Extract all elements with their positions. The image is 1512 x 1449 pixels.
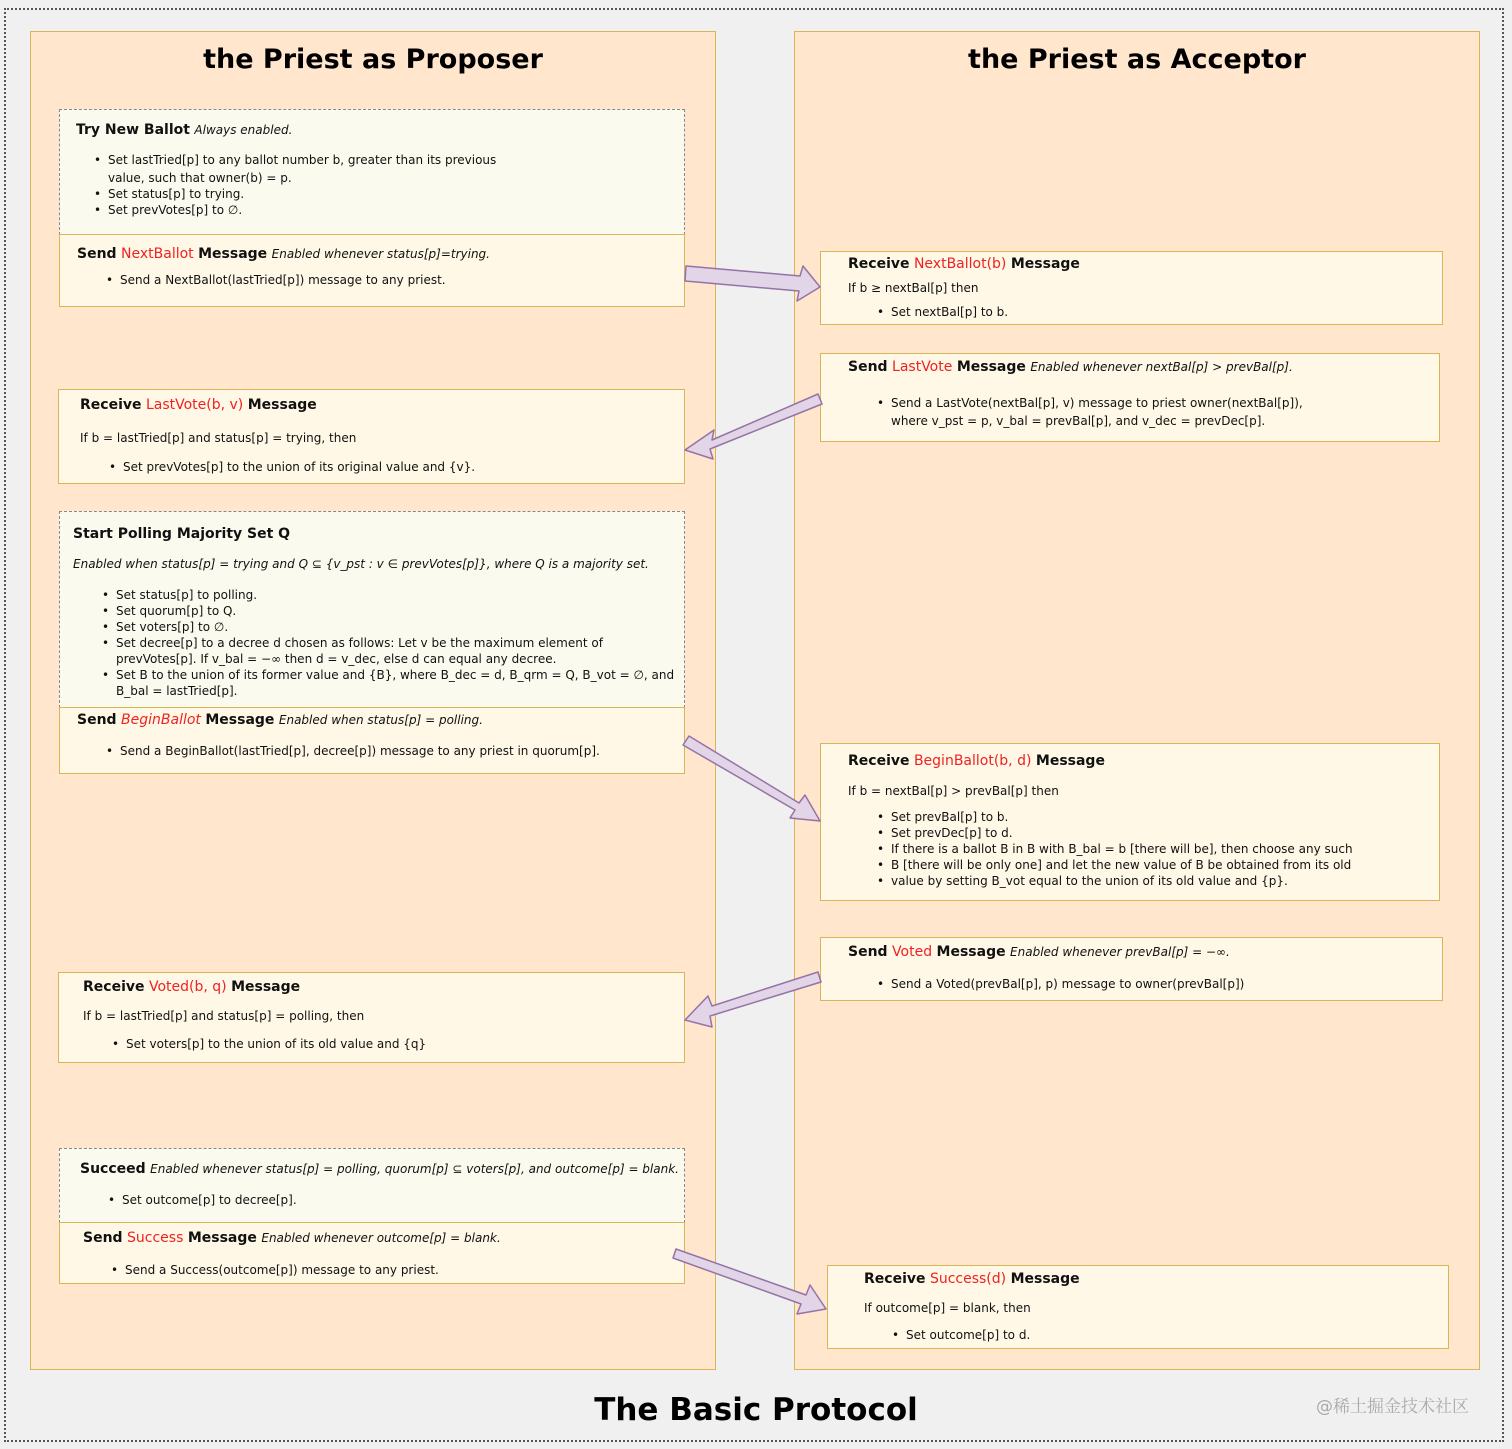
- list-item: • Set outcome[p] to decree[p].: [108, 1192, 297, 1208]
- list-item: • Set prevBal[p] to b.: [877, 809, 1353, 825]
- lastvote-msg-name: LastVote(b, v): [145, 397, 244, 413]
- list-item: • Set prevVotes[p] to the union of its original value and {v}.: [109, 459, 475, 475]
- list-item-cont: B_bal = lastTried[p].: [116, 684, 238, 698]
- acceptor-title: the Priest as Acceptor: [968, 44, 1306, 75]
- condition-line: If b = nextBal[p] > prevBal[p] then: [848, 784, 1059, 798]
- message-label: Message: [205, 712, 275, 728]
- arrow-beginballot: [683, 736, 820, 821]
- list-item: • Set lastTried[p] to any ballot number b, greater than its previous: [94, 152, 496, 168]
- succeed-cond: Enabled whenever status[p] = polling, quorum[p] ⊆ voters[p], and outcome[p] = blank.: [150, 1162, 679, 1176]
- message-label: Message: [1010, 1271, 1080, 1287]
- message-label: Message: [187, 1230, 257, 1246]
- list-item: • Set voters[p] to ∅.: [102, 619, 674, 635]
- message-label: Message: [956, 359, 1026, 375]
- lastvote-msg-name: LastVote: [892, 359, 953, 375]
- voted-msg-name: Voted: [892, 944, 933, 960]
- list-item: • Send a LastVote(nextBal[p], v) message to priest owner(nextBal[p]),: [877, 395, 1303, 411]
- list-item: • If there is a ballot B in B with B_bal = b [there will be], then choose any such: [877, 841, 1353, 857]
- nextballot-msg-name: NextBallot(b): [913, 256, 1007, 272]
- send-lastvote-cond: Enabled whenever nextBal[p] > prevBal[p].: [1030, 360, 1293, 374]
- list-item: • Set voters[p] to the union of its old value and {q}: [112, 1036, 426, 1052]
- send-label: Send: [77, 712, 117, 728]
- arrow-lastvote: [685, 394, 822, 459]
- list-item: • Set decree[p] to a decree d chosen as follows: Let v be the maximum element of: [102, 635, 674, 651]
- list-item: • Set outcome[p] to d.: [892, 1327, 1030, 1343]
- send-beginballot-cond: Enabled when status[p] = polling.: [278, 713, 483, 727]
- list-item: • Set prevVotes[p] to ∅.: [94, 202, 496, 218]
- condition-line: If b = lastTried[p] and status[p] = polling, then: [83, 1009, 365, 1023]
- list-item: • value by setting B_vot equal to the union of its old value and {p}.: [877, 873, 1353, 889]
- list-item: • Send a Success(outcome[p]) message to any priest.: [111, 1262, 439, 1278]
- beginballot-msg-name: BeginBallot: [121, 712, 201, 728]
- receive-label: Receive: [848, 256, 910, 272]
- nextballot-msg-name: NextBallot: [121, 246, 194, 262]
- receive-label: Receive: [83, 979, 145, 995]
- list-item: • Set status[p] to trying.: [94, 186, 496, 202]
- condition-line: If b = lastTried[p] and status[p] = trying, then: [80, 431, 357, 445]
- message-label: Message: [247, 397, 317, 413]
- send-label: Send: [848, 359, 888, 375]
- beginballot-msg-name: BeginBallot(b, d): [913, 753, 1032, 769]
- main-title: The Basic Protocol: [594, 1392, 918, 1428]
- list-item: • Send a NextBallot(lastTried[p]) message to any priest.: [106, 272, 446, 288]
- list-item: • Send a BeginBallot(lastTried[p], decree[p]) message to any priest in quorum[p].: [106, 743, 600, 759]
- start-polling-cond: Enabled when status[p] = trying and Q ⊆ {v_pst : v ∈ prevVotes[p]}, where Q is a majority set.: [73, 557, 649, 571]
- list-item: • Set nextBal[p] to b.: [877, 304, 1008, 320]
- proposer-title: the Priest as Proposer: [203, 44, 543, 75]
- message-label: Message: [1010, 256, 1080, 272]
- list-item-cont: where v_pst = p, v_bal = prevBal[p], and v_dec = prevDec[p].: [891, 414, 1266, 428]
- try-new-ballot-name: Try New Ballot: [76, 122, 190, 138]
- message-label: Message: [1035, 753, 1105, 769]
- arrow-nextballot: [685, 266, 820, 301]
- voted-msg-name: Voted(b, q): [148, 979, 227, 995]
- watermark: @稀土掘金技术社区: [1316, 1397, 1469, 1417]
- success-msg-name: Success(d): [929, 1271, 1007, 1287]
- list-item: • Send a Voted(prevBal[p], p) message to owner(prevBal[p]): [877, 976, 1244, 992]
- send-success-cond: Enabled whenever outcome[p] = blank.: [261, 1231, 501, 1245]
- list-item: • Set B to the union of its former value and {B}, where B_dec = d, B_qrm = Q, B_vot = ∅, and: [102, 667, 674, 683]
- list-item: • Set quorum[p] to Q.: [102, 603, 674, 619]
- message-label: Message: [936, 944, 1006, 960]
- message-label: Message: [231, 979, 301, 995]
- list-item: • B [there will be only one] and let the new value of B be obtained from its old: [877, 857, 1353, 873]
- send-label: Send: [83, 1230, 123, 1246]
- arrow-success: [673, 1249, 826, 1314]
- send-nextballot-cond: Enabled whenever status[p]=trying.: [271, 247, 490, 261]
- send-label: Send: [848, 944, 888, 960]
- arrow-voted: [685, 972, 821, 1027]
- send-voted-cond: Enabled whenever prevBal[p] = −∞.: [1010, 945, 1230, 959]
- start-polling-name: Start Polling Majority Set Q: [73, 526, 291, 542]
- list-item-cont: prevVotes[p]. If v_bal = −∞ then d = v_dec, else d can equal any decree.: [116, 652, 557, 666]
- success-msg-name: Success: [127, 1230, 184, 1246]
- succeed-name: Succeed: [80, 1161, 146, 1177]
- condition-line: If outcome[p] = blank, then: [864, 1301, 1031, 1315]
- receive-label: Receive: [80, 397, 142, 413]
- list-item: • Set prevDec[p] to d.: [877, 825, 1353, 841]
- list-item: • Set status[p] to polling.: [102, 587, 674, 603]
- try-new-ballot-cond: Always enabled.: [194, 123, 293, 137]
- receive-label: Receive: [848, 753, 910, 769]
- receive-label: Receive: [864, 1271, 926, 1287]
- list-item-cont: value, such that owner(b) = p.: [108, 171, 292, 185]
- condition-line: If b ≥ nextBal[p] then: [848, 281, 979, 295]
- send-label: Send: [77, 246, 117, 262]
- message-label: Message: [198, 246, 268, 262]
